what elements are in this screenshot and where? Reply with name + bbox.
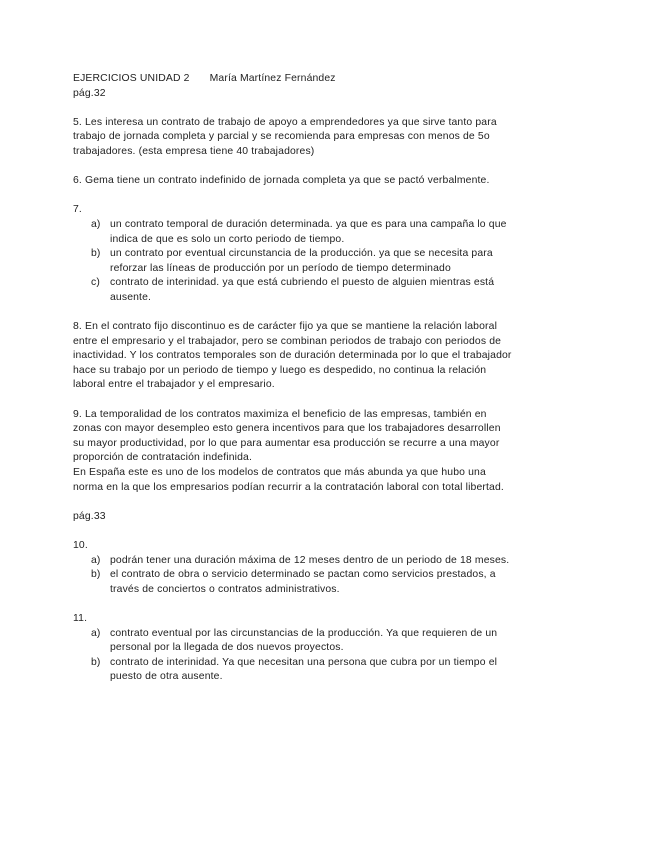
list-item-line: contrato de interinidad. ya que está cubriendo el puesto de alguien mientras está [110, 277, 495, 289]
author-name: María Martínez Fernández [209, 73, 336, 84]
list-marker: b) [91, 569, 101, 581]
list-item [73, 627, 535, 656]
document-header [73, 72, 535, 87]
exercise-8 [73, 320, 535, 393]
exercise-6 [73, 174, 535, 189]
exercise-7 [73, 203, 535, 305]
list-marker: a) [91, 218, 101, 230]
exercise-7-list [73, 218, 535, 306]
exercise-5-line: trabajadores. (esta empresa tiene 40 trabajadores) [73, 145, 315, 157]
exercise-10-list [73, 554, 535, 598]
exercise-8-line: inactividad. Y los contratos temporales son de duración determinada por lo que el trabajador [73, 350, 512, 362]
list-item [73, 276, 535, 305]
exercise-9-line: proporción de contratación indefinida. [73, 452, 252, 464]
exercise-8-line: laboral entre el trabajador y el empresario. [73, 379, 275, 391]
list-item-line: podrán tener una duración máxima de 12 meses dentro de un periodo de 18 meses. [110, 554, 510, 566]
exercise-7-number: 7. [73, 204, 82, 216]
exercise-9-line: su mayor productividad, por lo que para aumentar esa producción se recurre a una mayor [73, 437, 500, 449]
list-item-line: reforzar las líneas de producción por un período de tiempo determinado [110, 262, 451, 274]
list-item [73, 218, 535, 247]
list-item-line: contrato de interinidad. Ya que necesitan una persona que cubra por un tiempo el [110, 656, 498, 668]
exercise-11-list [73, 627, 535, 685]
exercise-11-number: 11. [73, 612, 88, 624]
list-marker: c) [91, 277, 100, 289]
exercise-10 [73, 539, 535, 597]
exercise-5-line: trabajo de jornada completa y parcial y se recomienda para empresas con menos de 5o [73, 131, 490, 143]
exercise-9-line: norma en la que los empresarios podían recurrir a la contratación laboral con total libertad. [73, 481, 504, 493]
list-item-line: contrato eventual por las circunstancias de la producción. Ya que requieren de un [110, 627, 498, 639]
exercise-11 [73, 612, 535, 685]
list-item-line: personal por la llegada de dos nuevos proyectos. [110, 642, 344, 654]
exercise-8-line: 8. En el contrato fijo discontinuo es de carácter fijo ya que se mantiene la relación laboral [73, 321, 498, 333]
list-item [73, 568, 535, 597]
list-item-line: través de conciertos o contratos administrativos. [110, 583, 340, 595]
list-item-line: indica de que es solo un corto periodo de tiempo. [110, 233, 345, 245]
exercise-6-text: 6. Gema tiene un contrato indefinido de jornada completa ya que se pactó verbalmente. [73, 175, 490, 187]
page-reference: pág.33 [73, 510, 106, 522]
list-item-line: el contrato de obra o servicio determinado se pactan como servicios prestados, a [110, 569, 496, 581]
list-marker: a) [91, 554, 101, 566]
exercise-10-number: 10. [73, 540, 88, 551]
exercise-5-line: 5. Les interesa un contrato de trabajo de apoyo a emprendedores ya que sirve tanto para [73, 116, 497, 128]
list-item-line: ausente. [110, 291, 152, 303]
list-item-line: puesto de otra ausente. [110, 671, 223, 683]
list-marker: b) [91, 656, 101, 668]
exercise-8-line: hace su trabajo por un periodo de tiempo y luego es despedido, no continua la relación [73, 364, 487, 376]
exercise-8-line: entre el empresario y el trabajador, pero se combinan periodos de trabajo con periodos de [73, 335, 502, 347]
document-title: EJERCICIOS UNIDAD 2 [73, 73, 190, 84]
exercise-9-line: zonas con mayor desempleo esto genera incentivos para que los trabajadores desarrollen [73, 423, 501, 435]
list-marker: a) [91, 627, 101, 639]
list-item [73, 554, 535, 569]
page-reference: pág.32 [73, 87, 106, 99]
exercise-9-line: En España este es uno de los modelos de contratos que más abunda ya que hubo una [73, 467, 486, 479]
exercise-9-line: 9. La temporalidad de los contratos maximiza el beneficio de las empresas, también en [73, 408, 487, 420]
exercise-5 [73, 116, 535, 160]
list-item-line: un contrato temporal de duración determinada. ya que es para una campaña lo que [110, 218, 507, 230]
list-item [73, 247, 535, 276]
list-marker: b) [91, 248, 101, 260]
list-item [73, 656, 535, 685]
exercise-9 [73, 408, 535, 496]
list-item-line: un contrato por eventual circunstancia de la producción. ya que se necesita para [110, 248, 493, 260]
